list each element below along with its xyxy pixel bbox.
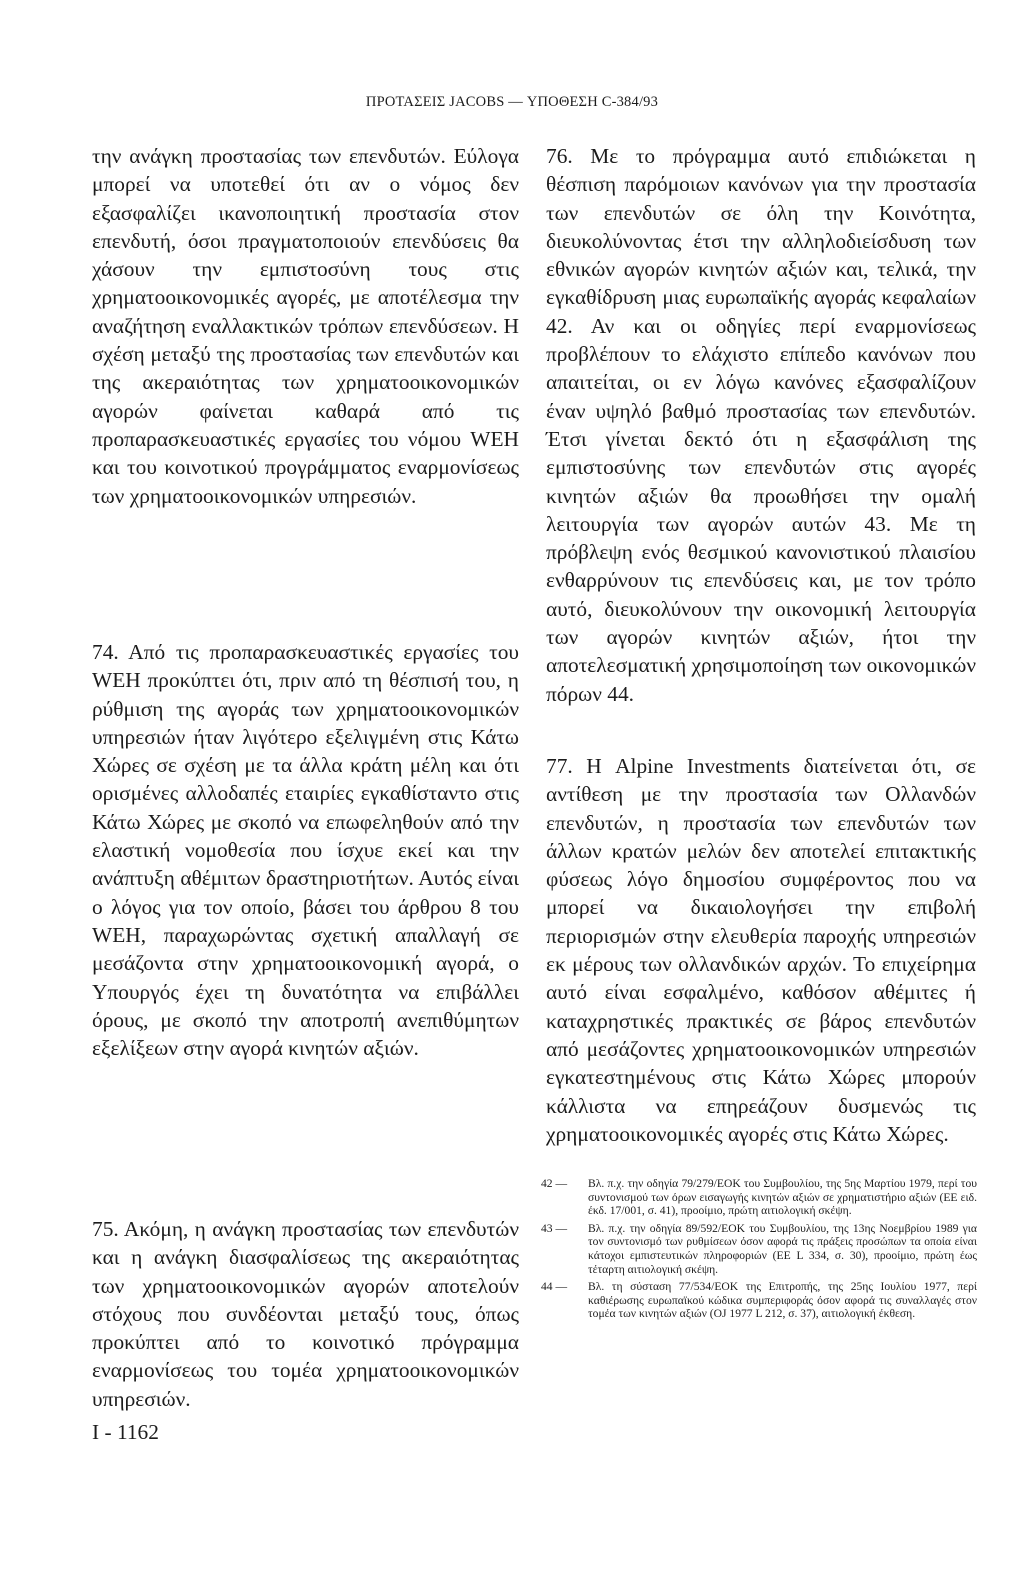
footnote-text: Βλ. τη σύσταση 77/534/ΕΟΚ της Επιτροπής, της 25ης Ιουλίου 1977, περί καθιέρωσης ευρωπαϊκού κώδικα συμπεριφοράς όσον αφορά τις συναλλαγές στον τομέα των κινητών αξιών (OJ 1977 L 212, σ. 37), αιτιολογική έκθεση. — [588, 1280, 977, 1321]
footnote-text: Βλ. π.χ. την οδηγία 79/279/ΕΟΚ του Συμβουλίου, της 5ης Μαρτίου 1979, περί του συντονισμού των όρων εισαγωγής κινητών αξιών σε χρηματιστήριο αξιών (ΕΕ ειδ. έκδ. 17/001, σ. 41), προοίμιο, πρώτη αιτιολογική σκέψη. — [588, 1177, 977, 1218]
footnote-42 — [541, 1177, 977, 1218]
footnote-43 — [541, 1222, 977, 1276]
footnote-text: Βλ. π.χ. την οδηγία 89/592/ΕΟΚ του Συμβουλίου, της 13ης Νοεμβρίου 1989 για τον συντονισμό των ρυθμίσεων όσον αφορά τις πράξεις προσώπων τα οποία είναι κάτοχοι εμπιστευτικών πληροφοριών (ΕΕ L 334, σ. 30), προοίμιο, πρώτη έως τέταρτη αιτιολογική σκέψη. — [588, 1221, 977, 1276]
page-number: I - 1162 — [92, 1420, 159, 1444]
running-header: ΠΡΟΤΑΣΕΙΣ JACOBS — ΥΠΟΘΕΣΗ C-384/93 — [365, 94, 659, 110]
paragraph-74: 74. Από τις προπαρασκευαστικές εργασίες του WEH προκύπτει ότι, πριν από τη θέσπισή του, η ρύθμιση της αγοράς των χρηματοοικονομικών υπηρεσιών ήταν λιγότερο εξελιγμένη στις Κάτω Χώρες σε σχέση με τα άλλα κράτη μέλη και ότι ορισμένες αλλοδαπές εταιρίες εγκαθίσταντο στις Κάτω Χώρες με σκοπό να επωφεληθούν από την ελαστική νομοθεσία που ίσχυε εκεί και την ανάπτυξη αθέμιτων δραστηριοτήτων. Αυτός είναι ο λόγος για τον οποίο, βάσει του άρθρου 8 του WEH, παραχωρώντας σχετική απαλλαγή σε μεσάζοντα στην χρηματοοικονομική αγορά, ο Υπουργός έχει τη δυνατότητα να επιβάλλει όρους, με σκοπό την αποτροπή ανεπιθύμητων εξελίξεων στην αγορά κινητών αξιών. — [92, 640, 519, 1061]
paragraph-75: 75. Ακόμη, η ανάγκη προστασίας των επενδυτών και η ανάγκη διασφαλίσεως της ακεραιότητας των χρηματοοικονομικών αγορών αποτελούν στόχους που συνδέονται μεταξύ τους, όπως προκύπτει από το κοινοτικό πρόγραμμα εναρμονίσεως του τομέα χρηματοοικονομικών υπηρεσιών. — [92, 1217, 519, 1411]
paragraph-76: 76. Με το πρόγραμμα αυτό επιδιώκεται η θέσπιση παρόμοιων κανόνων για την προστασία των επενδυτών σε όλη την Κοινότητα, διευκολύνοντας έτσι την αλληλοδιείσδυση των εθνικών αγορών κινητών αξιών και, τελικά, την εγκαθίδρυση μιας ευρωπαϊκής αγοράς κεφαλαίων 42. Αν και οι οδηγίες περί εναρμονίσεως προβλέπουν το ελάχιστο επίπεδο κανόνων που απαιτείται, οι εν λόγω κανόνες εξασφαλίζουν έναν υψηλό βαθμό προστασίας των επενδυτών. Έτσι γίνεται δεκτό ότι η εξασφάλιση της εμπιστοσύνης των επενδυτών στις αγορές κινητών αξιών θα προωθήσει την ομαλή λειτουργία των αγορών αυτών 43. Με τη πρόβλεψη ενός θεσμικού κανονιστικού πλαισίου ενθαρρύνουν τις επενδύσεις και, με τον τρόπο αυτό, διευκολύνουν την οικονομική λειτουργία των αγορών κινητών αξιών, ήτοι την αποτελεσματική χρησιμοποίηση των οικονομικών πόρων 44. — [546, 144, 976, 706]
footnote-number: 43 — — [541, 1221, 568, 1235]
footnote-number: 44 — — [541, 1280, 568, 1294]
paragraph-73-continuation: την ανάγκη προστασίας των επενδυτών. Εύλογα μπορεί να υποτεθεί ότι αν ο νόμος δεν εξασφαλίζει ικανοποιητική προστασία στον επενδυτή, όσοι πραγματοποιούν επενδύσεις θα χάσουν την εμπιστοσύνη τους στις χρηματοοικονομικές αγορές, με αποτέλεσμα την αναζήτηση εναλλακτικών τρόπων επενδύσεων. Η σχέση μεταξύ της προστασίας των επενδυτών και της ακεραιότητας των χρηματοοικονομικών αγορών φαίνεται καθαρά από τις προπαρασκευαστικές εργασίες του νόμου WEH και του κοινοτικού προγράμματος εναρμονίσεως των χρηματοοικονομικών υπηρεσιών. — [92, 144, 519, 508]
footnotes — [541, 1177, 977, 1325]
paragraph-77: 77. Η Alpine Investments διατείνεται ότι, σε αντίθεση με την προστασία των Ολλανδών επενδυτών, η προστασία των επενδυτών των άλλων κρατών μελών δεν αποτελεί επιτακτικής φύσεως λόγο δημοσίου συμφέροντος που να μπορεί να δικαιολογήσει την επιβολή περιορισμών στην ελευθερία παροχής υπηρεσιών εκ μέρους των ολλανδικών αρχών. Το επιχείρημα αυτό είναι εσφαλμένο, καθόσον αθέμιτες ή καταχρηστικές πρακτικές σε βάρος επενδυτών από μεσάζοντες χρηματοοικονομικών υπηρεσιών εγκατεστημένους στις Κάτω Χώρες μπορούν κάλλιστα να επηρεάζουν δυσμενώς τις χρηματοοικονομικές αγορές στις Κάτω Χώρες. — [546, 754, 976, 1146]
footnote-number: 42 — — [541, 1177, 568, 1190]
footnote-44 — [541, 1280, 977, 1321]
